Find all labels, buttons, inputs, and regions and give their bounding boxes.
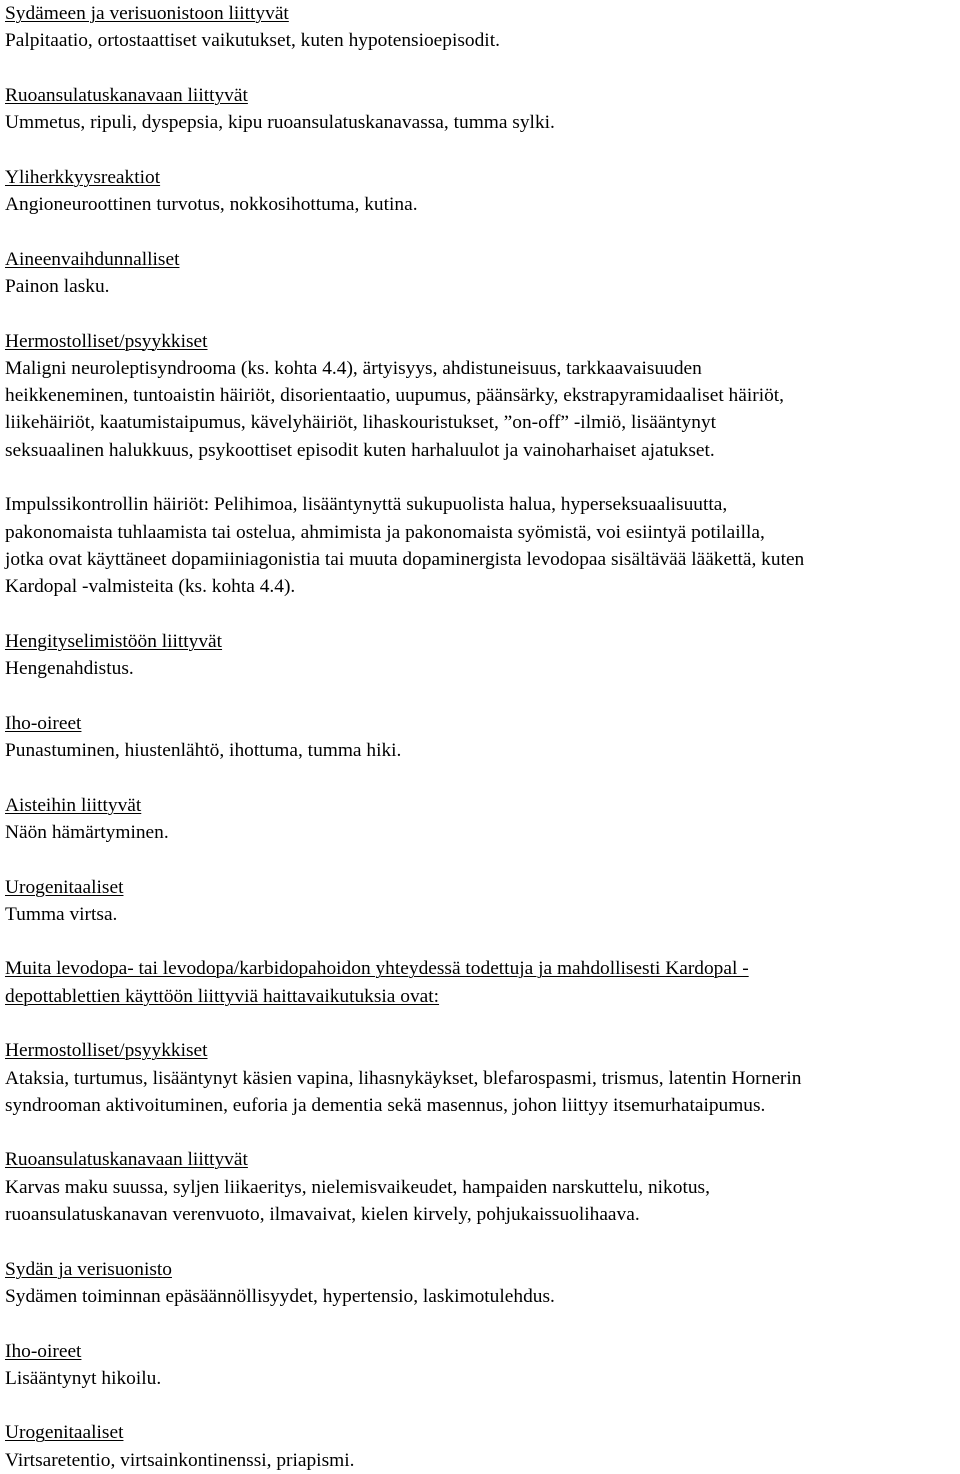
section-heading-gastrointestinal: Ruoansulatuskanavaan liittyvät bbox=[5, 84, 248, 106]
section-heading-hypersensitivity: Yliherkkyysreaktiot bbox=[5, 166, 161, 188]
section-text: seksuaalinen halukkuus, psykoottiset episodit kuten harhaluulot ja vainoharhaiset ajatukset. bbox=[5, 439, 715, 461]
section-heading-neurological: Hermostolliset/psyykkiset bbox=[5, 330, 208, 352]
section-text: Hengenahdistus. bbox=[5, 658, 134, 680]
section-text: Sydämen toiminnan epäsäännöllisyydet, hypertensio, laskimotulehdus. bbox=[5, 1285, 555, 1307]
section-heading-respiratory: Hengityselimistöön liittyvät bbox=[5, 630, 223, 652]
section-heading-metabolic: Aineenvaihdunnalliset bbox=[5, 248, 180, 270]
section-heading-senses: Aisteihin liittyvät bbox=[5, 794, 142, 816]
paragraph-gap bbox=[5, 136, 955, 163]
paragraph-gap bbox=[5, 928, 955, 955]
paragraph-gap bbox=[5, 1228, 955, 1255]
section-text: Ataksia, turtumus, lisääntynyt käsien vapina, lihasnykäykset, blefarospasmi, trismus, latentin Hornerin bbox=[5, 1067, 802, 1089]
section-text: heikkeneminen, tuntoaistin häiriöt, disorientaatio, uupumus, päänsärky, ekstrapyramidaaliset häiriöt, bbox=[5, 385, 785, 407]
section-text: liikehäiriöt, kaatumistaipumus, kävelyhäiriöt, lihaskouristukset, ”on-off” -ilmiö, lisääntynyt bbox=[5, 412, 717, 434]
section-text: Punastuminen, hiustenlähtö, ihottuma, tumma hiki. bbox=[5, 740, 402, 762]
paragraph-gap bbox=[5, 218, 955, 245]
section-heading-skin-other: Iho-oireet bbox=[5, 1340, 82, 1362]
section-text: Angioneuroottinen turvotus, nokkosihottuma, kutina. bbox=[5, 194, 418, 216]
paragraph-gap bbox=[5, 601, 955, 628]
section-text: Virtsaretentio, virtsainkontinenssi, priapismi. bbox=[5, 1449, 355, 1471]
impulse-control-text: Kardopal -valmisteita (ks. kohta 4.4). bbox=[5, 576, 296, 598]
impulse-control-text: Impulssikontrollin häiriöt: Pelihimoa, lisääntynyttä sukupuolista halua, hyperseksuaalisuutta, bbox=[5, 494, 728, 516]
section-heading-urogenital: Urogenitaaliset bbox=[5, 876, 124, 898]
section-heading-gastrointestinal-other: Ruoansulatuskanavaan liittyvät bbox=[5, 1149, 248, 1171]
other-effects-heading: Muita levodopa- tai levodopa/karbidopahoidon yhteydessä todettuja ja mahdollisesti Kardopal - bbox=[5, 958, 749, 980]
impulse-control-text: pakonomaista tuhlaamista tai ostelua, ahmimista ja pakonomaista syömistä, voi esiintyä potilailla, bbox=[5, 521, 765, 543]
paragraph-gap bbox=[5, 1310, 955, 1337]
document-body bbox=[5, 0, 955, 1474]
section-heading-cardiovascular-other: Sydän ja verisuonisto bbox=[5, 1258, 172, 1280]
paragraph-gap bbox=[5, 764, 955, 791]
section-text: Lisääntynyt hikoilu. bbox=[5, 1367, 162, 1389]
paragraph-gap bbox=[5, 464, 955, 491]
paragraph-gap bbox=[5, 300, 955, 327]
section-heading-urogenital-other: Urogenitaaliset bbox=[5, 1422, 124, 1444]
section-heading-skin: Iho-oireet bbox=[5, 712, 82, 734]
section-text: Palpitaatio, ortostaattiset vaikutukset, kuten hypotensioepisodit. bbox=[5, 30, 500, 52]
paragraph-gap bbox=[5, 1010, 955, 1037]
paragraph-gap bbox=[5, 55, 955, 82]
section-text: Karvas maku suussa, syljen liikaeritys, nielemisvaikeudet, hampaiden narskuttelu, nikotus, bbox=[5, 1176, 710, 1198]
section-text: Ummetus, ripuli, dyspepsia, kipu ruoansulatuskanavassa, tumma sylki. bbox=[5, 112, 555, 134]
section-text: Tumma virtsa. bbox=[5, 903, 118, 925]
paragraph-gap bbox=[5, 682, 955, 709]
section-text: Näön hämärtyminen. bbox=[5, 821, 169, 843]
section-text: Painon lasku. bbox=[5, 275, 110, 297]
section-heading-cardiovascular: Sydämeen ja verisuonistoon liittyvät bbox=[5, 3, 289, 24]
section-text: syndrooman aktivoituminen, euforia ja dementia sekä masennus, johon liittyy itsemurhataipumus. bbox=[5, 1094, 766, 1116]
section-heading-neurological-other: Hermostolliset/psyykkiset bbox=[5, 1040, 208, 1062]
section-text: ruoansulatuskanavan verenvuoto, ilmavaivat, kielen kirvely, pohjukaissuolihaava. bbox=[5, 1204, 640, 1226]
paragraph-gap bbox=[5, 846, 955, 873]
impulse-control-text: jotka ovat käyttäneet dopamiiniagonistia tai muuta dopaminergista levodopaa sisältävää lääkettä, kuten bbox=[5, 548, 805, 570]
section-text: Maligni neuroleptisyndrooma (ks. kohta 4.4), ärtyisyys, ahdistuneisuus, tarkkaavaisuuden bbox=[5, 357, 702, 379]
paragraph-gap bbox=[5, 1119, 955, 1146]
paragraph-gap bbox=[5, 1392, 955, 1419]
other-effects-heading: depottablettien käyttöön liittyviä haittavaikutuksia ovat: bbox=[5, 985, 440, 1007]
